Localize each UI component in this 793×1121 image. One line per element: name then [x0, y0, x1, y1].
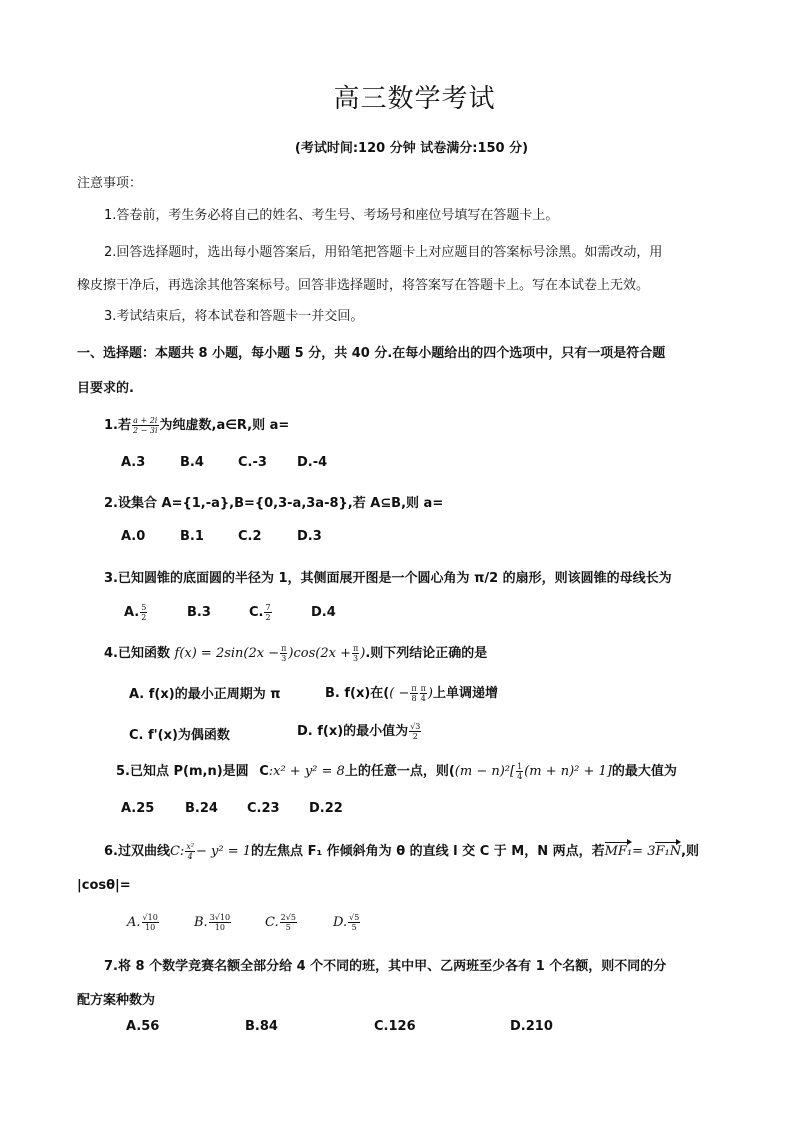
q6-d-label: D.: [333, 915, 348, 930]
q4-b-prefix: B. f(x)在(: [325, 686, 390, 701]
q1-prefix: 1.若: [104, 418, 131, 433]
q1-fraction: [132, 416, 159, 435]
q6-vector-mf: MF₁: [604, 844, 633, 859]
q4-d-fraction: [409, 722, 421, 741]
question-6: [104, 840, 699, 861]
q3-a-fraction: [140, 603, 147, 622]
question-1: [104, 414, 289, 435]
q6-b-fraction: [209, 913, 231, 932]
q3-a-den: 2: [141, 613, 147, 622]
q5-suffix: 的最大值为: [611, 764, 677, 779]
q5-frac: [516, 762, 523, 781]
q5-frac-num: 1: [517, 762, 523, 771]
q6-a-fraction: [142, 913, 159, 932]
q4-b-f2-num: π: [420, 684, 426, 693]
q6-vector-eq: [605, 844, 681, 859]
q6-d-fraction: [348, 913, 360, 932]
q6-curve-rest: − y² = 1: [196, 844, 252, 859]
q5-frac-den: 4: [517, 772, 523, 781]
q4-option-a: A. f(x)的最小正周期为 π: [129, 687, 281, 702]
q6-b-num: 3√10: [209, 913, 231, 922]
q6-vector-fn: F₁N: [655, 844, 682, 859]
q4-formula-c: ): [360, 646, 366, 661]
q6-b-label: B.: [194, 915, 208, 930]
q6-a-label: A.: [127, 915, 141, 930]
q4-frac-1: [280, 644, 287, 663]
q1-frac-num: a + 2i: [133, 416, 158, 425]
q6-x2-den: 4: [187, 852, 193, 861]
section-heading: 一、选择题：本题共 8 小题，每小题 5 分，共 40 分.在每小题给出的四个选项中，只有一项是符合题: [77, 346, 666, 361]
q3-option-a: [124, 603, 148, 622]
q5-expr-b: (m + n)² + 1]: [524, 764, 612, 779]
q3-option-d: D.4: [311, 605, 336, 620]
q6-c-den: 5: [285, 923, 291, 932]
q1-option-a: A.3: [121, 455, 146, 470]
q4-suffix: .则下列结论正确的是: [365, 646, 488, 661]
q4-option-c: C. f'(x)为偶函数: [129, 728, 230, 743]
q3-c-num: 7: [265, 603, 271, 612]
q3-c-fraction: [264, 603, 271, 622]
q6-c-label: C.: [265, 915, 279, 930]
q4-f2-den: 3: [353, 654, 359, 663]
q6-b-den: 10: [214, 923, 225, 932]
q4-option-d: [297, 720, 422, 741]
q1-option-d: D.-4: [297, 455, 328, 470]
q6-curve: [170, 844, 251, 859]
q4-frac-2: [352, 644, 359, 663]
q5-circle-eq: :x² + y² = 8: [268, 764, 345, 779]
notice-item-3: 3.考试结束后，将本试卷和答题卡一并交回。: [104, 309, 364, 324]
q3-a-label: A.: [124, 605, 140, 620]
q4-option-b: [325, 682, 498, 703]
q4-prefix: 4.已知函数: [104, 646, 170, 661]
q3-option-b: B.3: [187, 605, 211, 620]
q6-option-c: [265, 913, 298, 932]
q4-d-label: D. f(x)的最小值为: [297, 724, 409, 739]
q4-f1-num: π: [281, 644, 287, 653]
q4-formula-b: )cos(2x +: [288, 646, 351, 661]
q4-b-f1-num: π: [411, 684, 417, 693]
q5-option-a: A.25: [121, 801, 155, 816]
q4-f2-num: π: [352, 644, 359, 653]
q2-option-b: B.1: [180, 529, 204, 544]
q7-option-a: A.56: [126, 1019, 160, 1034]
q6-option-d: [333, 913, 361, 932]
q4-d-num: √3: [410, 722, 421, 731]
q7-option-b: B.84: [245, 1019, 278, 1034]
q4-b-close: ): [427, 686, 433, 701]
q5-option-d: D.22: [309, 801, 343, 816]
question-3: 3.已知圆锥的底面圆的半径为 1，其侧面展开图是一个圆心角为 π/2 的扇形，则该圆锥的母线长为: [104, 571, 672, 586]
section-heading-cont: 目要求的.: [77, 381, 134, 396]
q6-text-b: ,则: [681, 844, 700, 859]
question-6-cont: |cosθ|=: [77, 878, 131, 893]
q1-option-b: B.4: [180, 455, 204, 470]
q4-d-den: 2: [412, 732, 418, 741]
q6-d-den: 5: [351, 923, 357, 932]
q4-b-frac-2: [420, 684, 427, 703]
page-title: 高三数学考试: [333, 84, 496, 114]
question-2: 2.设集合 A={1,-a},B={0,3-a,3a-8},若 A⊆B,则 a=: [104, 496, 444, 511]
q4-b-f1-den: 8: [411, 694, 417, 703]
q5-expression: [455, 764, 612, 779]
q6-eq-mid: = 3: [632, 844, 656, 859]
q5-circle-label: C: [259, 764, 269, 779]
notice-heading: 注意事项：: [77, 176, 143, 191]
q5-prefix: 5.已知点 P(m,n)是圆: [116, 764, 249, 779]
q1-frac-den: 2 − 3i: [132, 426, 158, 435]
q4-b-suffix: 上单调递增: [432, 686, 498, 701]
q3-option-c: [249, 603, 273, 622]
q5-mid: 上的任意一点，则(: [344, 764, 455, 779]
q6-a-den: 10: [145, 923, 156, 932]
q6-c-fraction: [280, 913, 297, 932]
q7-option-d: D.210: [510, 1019, 553, 1034]
q6-text-a: 的左焦点 F₁ 作倾斜角为 θ 的直线 l 交 C 于 M，N 两点，若: [251, 844, 605, 859]
q4-formula: [175, 646, 366, 661]
q5-expr-a: (m − n)²[: [454, 764, 516, 779]
q6-curve-c: C:: [169, 844, 185, 859]
q6-x2-num: x²: [186, 842, 195, 851]
q4-f1-den: 3: [281, 654, 287, 663]
q6-a-num: √10: [142, 913, 158, 922]
q3-a-num: 5: [141, 603, 147, 612]
q4-formula-a: f(x) = 2sin(2x −: [174, 646, 280, 661]
q4-b-frac-1: [410, 684, 417, 703]
question-7: 7.将 8 个数学竞赛名额全部分给 4 个不同的班，其中甲、乙两班至少各有 1 个名额，则不同的分: [104, 959, 667, 974]
q1-suffix: 为纯虚数,a∈R,则 a=: [159, 418, 290, 433]
question-7-cont: 配方案种数为: [77, 993, 156, 1008]
q5-option-b: B.24: [185, 801, 218, 816]
q6-c-num: 2√5: [280, 913, 296, 922]
q2-option-a: A.0: [121, 529, 146, 544]
q1-option-c: C.-3: [238, 455, 267, 470]
q5-option-c: C.23: [247, 801, 280, 816]
exam-info: (考试时间:120 分钟 试卷满分:150 分): [294, 141, 529, 156]
notice-item-2-cont: 橡皮擦干净后，再选涂其他答案标号。回答非选择题时，将答案写在答题卡上。写在本试卷上无效。: [77, 278, 650, 293]
q6-d-num: √5: [349, 913, 360, 922]
q2-option-d: D.3: [297, 529, 322, 544]
q4-b-interval: [389, 686, 433, 701]
notice-item-2: 2.回答选择题时，选出每小题答案后，用铅笔把答题卡上对应题目的答案标号涂黑。如需改动，用: [104, 245, 663, 260]
question-4: [104, 642, 487, 663]
q6-option-a: [127, 913, 160, 932]
q3-c-label: C.: [249, 605, 264, 620]
q6-prefix: 6.过双曲线: [104, 844, 170, 859]
notice-item-1: 1.答卷前，考生务必将自己的姓名、考生号、考场号和座位号填写在答题卡上。: [104, 208, 559, 223]
q6-x2-frac: [185, 842, 195, 861]
question-5: [116, 760, 677, 781]
q2-option-c: C.2: [238, 529, 262, 544]
q6-option-b: [194, 913, 232, 932]
q4-b-f2-den: 4: [420, 694, 426, 703]
q7-option-c: C.126: [374, 1019, 416, 1034]
q3-c-den: 2: [265, 613, 271, 622]
q4-b-open: ( −: [389, 686, 410, 701]
